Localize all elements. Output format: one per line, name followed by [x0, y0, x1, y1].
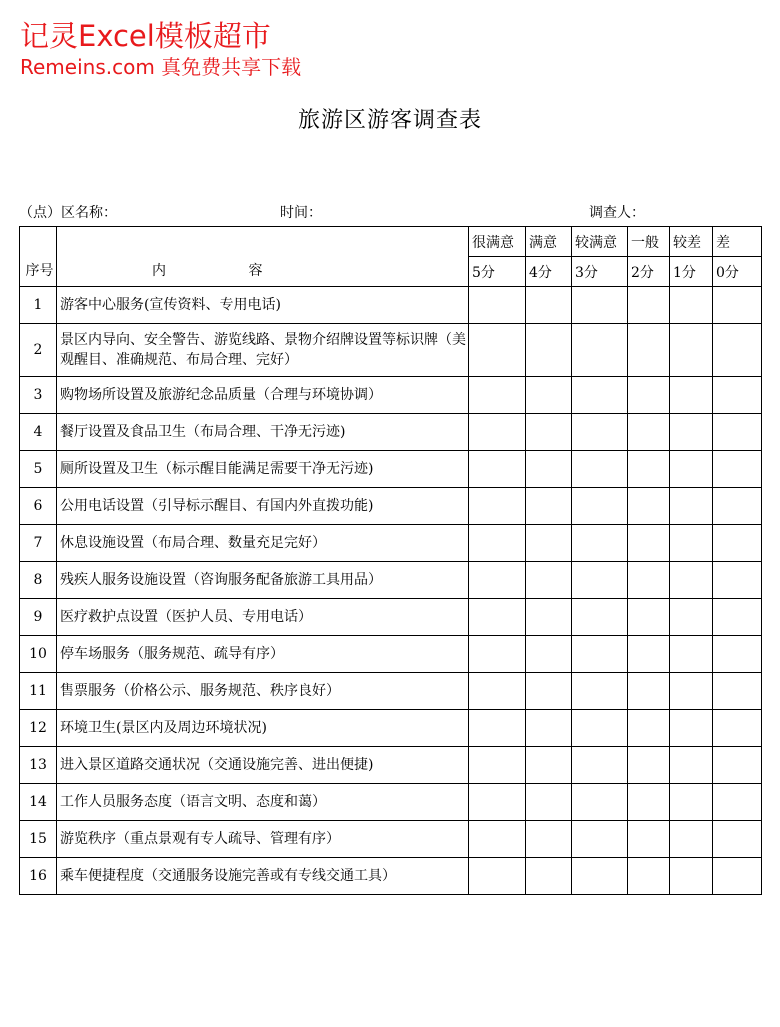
- table-row: [20, 710, 762, 747]
- watermark-subtitle: Remeins.com 真免费共享下载: [20, 55, 302, 79]
- rating-cell[interactable]: [572, 324, 628, 377]
- row-content: 景区内导向、安全警告、游览线路、景物介绍牌设置等标识牌（美观醒目、准确规范、布局合理、完好）: [57, 324, 469, 377]
- area-name-label: （点）区名称：: [19, 205, 117, 221]
- rating-cell[interactable]: [572, 636, 628, 673]
- rating-label-fairly-poor: 较差: [670, 227, 713, 257]
- rating-label-satisfied: 满意: [526, 227, 572, 257]
- row-number: 9: [20, 599, 57, 636]
- rating-score-4: 4分: [526, 257, 572, 287]
- rating-cell[interactable]: [628, 636, 670, 673]
- rating-cell[interactable]: [628, 287, 670, 324]
- row-number: 13: [20, 747, 57, 784]
- rating-cell[interactable]: [628, 488, 670, 525]
- surveyor-label: 调查人：: [589, 205, 645, 221]
- rating-cell[interactable]: [469, 673, 526, 710]
- rating-cell[interactable]: [670, 324, 713, 377]
- row-number: 14: [20, 784, 57, 821]
- rating-cell[interactable]: [628, 710, 670, 747]
- rating-cell[interactable]: [526, 525, 572, 562]
- table-row: [20, 451, 762, 488]
- row-content: 医疗救护点设置（医护人员、专用电话）: [57, 599, 469, 636]
- row-content: 公用电话设置（引导标示醒目、有国内外直拨功能): [57, 488, 469, 525]
- rating-cell[interactable]: [713, 377, 762, 414]
- rating-cell[interactable]: [670, 858, 713, 895]
- rating-cell[interactable]: [526, 599, 572, 636]
- row-content: 游览秩序（重点景观有专人疏导、管理有序）: [57, 821, 469, 858]
- rating-cell[interactable]: [526, 414, 572, 451]
- rating-cell[interactable]: [469, 710, 526, 747]
- rating-cell[interactable]: [469, 821, 526, 858]
- row-content: 售票服务（价格公示、服务规范、秩序良好）: [57, 673, 469, 710]
- rating-cell[interactable]: [628, 525, 670, 562]
- rating-cell[interactable]: [628, 414, 670, 451]
- rating-cell[interactable]: [670, 747, 713, 784]
- rating-cell[interactable]: [526, 488, 572, 525]
- rating-cell[interactable]: [526, 636, 572, 673]
- rating-cell[interactable]: [572, 414, 628, 451]
- rating-cell[interactable]: [572, 451, 628, 488]
- rating-cell[interactable]: [469, 451, 526, 488]
- row-content: 乘车便捷程度（交通服务设施完善或有专线交通工具）: [57, 858, 469, 895]
- watermark-title: 记灵Excel模板超市: [20, 19, 271, 53]
- rating-cell[interactable]: [526, 451, 572, 488]
- rating-cell[interactable]: [526, 747, 572, 784]
- rating-cell[interactable]: [713, 784, 762, 821]
- content-header: 内 容: [57, 227, 469, 287]
- rating-cell[interactable]: [670, 636, 713, 673]
- time-label: 时间：: [280, 205, 322, 221]
- rating-cell[interactable]: [572, 858, 628, 895]
- row-number: 4: [20, 414, 57, 451]
- rating-cell[interactable]: [526, 562, 572, 599]
- rating-cell[interactable]: [628, 451, 670, 488]
- rating-cell[interactable]: [670, 377, 713, 414]
- rating-cell[interactable]: [670, 451, 713, 488]
- rating-cell[interactable]: [670, 525, 713, 562]
- rating-cell[interactable]: [713, 599, 762, 636]
- rating-cell[interactable]: [469, 636, 526, 673]
- row-number: 16: [20, 858, 57, 895]
- rating-label-fairly-satisfied: 较满意: [572, 227, 628, 257]
- table-row: [20, 324, 762, 377]
- rating-score-5: 5分: [469, 257, 526, 287]
- table-row: [20, 377, 762, 414]
- row-content: 进入景区道路交通状况（交通设施完善、进出便捷): [57, 747, 469, 784]
- row-number: 10: [20, 636, 57, 673]
- rating-cell[interactable]: [526, 673, 572, 710]
- rating-cell[interactable]: [469, 784, 526, 821]
- row-number: 2: [20, 324, 57, 377]
- table-row: [20, 858, 762, 895]
- rating-cell[interactable]: [526, 710, 572, 747]
- rating-cell[interactable]: [713, 451, 762, 488]
- rating-cell[interactable]: [572, 821, 628, 858]
- rating-cell[interactable]: [469, 599, 526, 636]
- rating-cell[interactable]: [713, 636, 762, 673]
- row-content: 休息设施设置（布局合理、数量充足完好）: [57, 525, 469, 562]
- rating-cell[interactable]: [469, 287, 526, 324]
- rating-cell[interactable]: [713, 673, 762, 710]
- page-title: 旅游区游客调查表: [297, 108, 482, 133]
- rating-label-poor: 差: [713, 227, 762, 257]
- rating-cell[interactable]: [469, 858, 526, 895]
- rating-cell[interactable]: [628, 324, 670, 377]
- rating-cell[interactable]: [469, 414, 526, 451]
- rating-cell[interactable]: [628, 599, 670, 636]
- rating-cell[interactable]: [572, 287, 628, 324]
- rating-cell[interactable]: [670, 562, 713, 599]
- rating-cell[interactable]: [526, 377, 572, 414]
- header-row-labels: [20, 227, 762, 257]
- row-content: 环境卫生(景区内及周边环境状况): [57, 710, 469, 747]
- table-row: [20, 636, 762, 673]
- row-number: 3: [20, 377, 57, 414]
- rating-cell[interactable]: [572, 525, 628, 562]
- table-row: [20, 287, 762, 324]
- row-number: 5: [20, 451, 57, 488]
- rating-cell[interactable]: [572, 747, 628, 784]
- rating-cell[interactable]: [526, 324, 572, 377]
- rating-cell[interactable]: [628, 858, 670, 895]
- rating-label-very-satisfied: 很满意: [469, 227, 526, 257]
- rating-cell[interactable]: [469, 525, 526, 562]
- row-number: 1: [20, 287, 57, 324]
- table-row: [20, 414, 762, 451]
- rating-cell[interactable]: [572, 599, 628, 636]
- rating-cell[interactable]: [469, 324, 526, 377]
- rating-cell[interactable]: [628, 821, 670, 858]
- row-number: 7: [20, 525, 57, 562]
- rating-cell[interactable]: [572, 562, 628, 599]
- table-row: [20, 488, 762, 525]
- rating-cell[interactable]: [713, 747, 762, 784]
- table-row: [20, 562, 762, 599]
- rating-cell[interactable]: [670, 821, 713, 858]
- row-content: 工作人员服务态度（语言文明、态度和蔼）: [57, 784, 469, 821]
- rating-score-2: 2分: [628, 257, 670, 287]
- rating-cell[interactable]: [670, 287, 713, 324]
- rating-label-average: 一般: [628, 227, 670, 257]
- table-row: [20, 525, 762, 562]
- row-number: 11: [20, 673, 57, 710]
- row-number: 12: [20, 710, 57, 747]
- rating-cell[interactable]: [572, 673, 628, 710]
- rating-cell[interactable]: [526, 287, 572, 324]
- row-content: 游客中心服务(宣传资料、专用电话): [57, 287, 469, 324]
- table-row: [20, 747, 762, 784]
- rating-cell[interactable]: [469, 377, 526, 414]
- rating-cell[interactable]: [713, 710, 762, 747]
- rating-score-1: 1分: [670, 257, 713, 287]
- row-content: 餐厅设置及食品卫生（布局合理、干净无污迹): [57, 414, 469, 451]
- rating-cell[interactable]: [469, 562, 526, 599]
- rating-cell[interactable]: [713, 414, 762, 451]
- table-row: [20, 673, 762, 710]
- row-content: 残疾人服务设施设置（咨询服务配备旅游工具用品）: [57, 562, 469, 599]
- rating-cell[interactable]: [628, 377, 670, 414]
- row-content: 购物场所设置及旅游纪念品质量（合理与环境协调）: [57, 377, 469, 414]
- rating-cell[interactable]: [670, 599, 713, 636]
- rating-cell[interactable]: [713, 562, 762, 599]
- rating-cell[interactable]: [670, 710, 713, 747]
- rating-cell[interactable]: [526, 784, 572, 821]
- survey-table: [19, 226, 762, 895]
- rating-cell[interactable]: [670, 784, 713, 821]
- rating-cell[interactable]: [713, 525, 762, 562]
- row-number: 8: [20, 562, 57, 599]
- row-content: 停车场服务（服务规范、疏导有序）: [57, 636, 469, 673]
- rating-cell[interactable]: [713, 287, 762, 324]
- seq-header: 序号: [20, 227, 57, 287]
- rating-cell[interactable]: [670, 673, 713, 710]
- rating-cell[interactable]: [469, 747, 526, 784]
- rating-cell[interactable]: [572, 488, 628, 525]
- rating-cell[interactable]: [526, 858, 572, 895]
- rating-cell[interactable]: [572, 710, 628, 747]
- rating-cell[interactable]: [572, 784, 628, 821]
- rating-cell[interactable]: [572, 377, 628, 414]
- rating-score-0: 0分: [713, 257, 762, 287]
- rating-cell[interactable]: [713, 324, 762, 377]
- row-number: 6: [20, 488, 57, 525]
- rating-cell[interactable]: [713, 821, 762, 858]
- rating-cell[interactable]: [628, 784, 670, 821]
- rating-cell[interactable]: [628, 747, 670, 784]
- row-number: 15: [20, 821, 57, 858]
- table-row: [20, 784, 762, 821]
- row-content: 厕所设置及卫生（标示醒目能满足需要干净无污迹): [57, 451, 469, 488]
- table-row: [20, 821, 762, 858]
- rating-score-3: 3分: [572, 257, 628, 287]
- rating-cell[interactable]: [670, 414, 713, 451]
- rating-cell[interactable]: [526, 821, 572, 858]
- rating-cell[interactable]: [670, 488, 713, 525]
- table-row: [20, 599, 762, 636]
- rating-cell[interactable]: [713, 858, 762, 895]
- rating-cell[interactable]: [628, 562, 670, 599]
- rating-cell[interactable]: [469, 488, 526, 525]
- rating-cell[interactable]: [628, 673, 670, 710]
- rating-cell[interactable]: [713, 488, 762, 525]
